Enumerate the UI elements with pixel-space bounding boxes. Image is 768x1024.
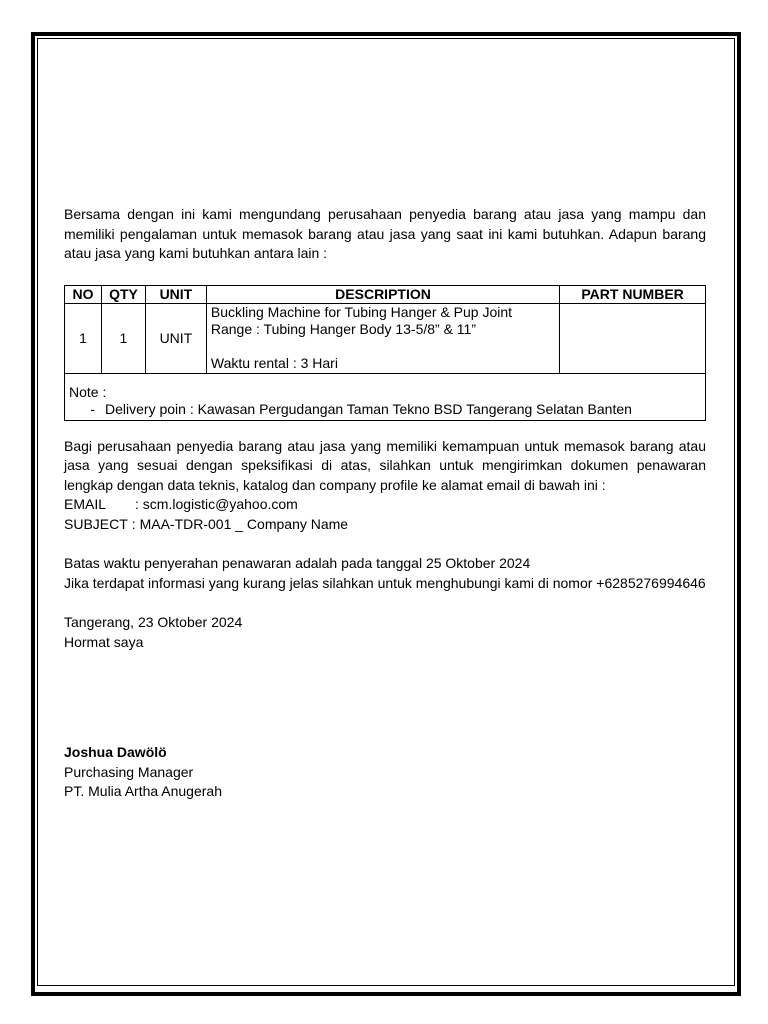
signature-space bbox=[64, 652, 706, 743]
email-value: : scm.logistic@yahoo.com bbox=[135, 496, 298, 512]
header-no: NO bbox=[65, 285, 102, 303]
note-row bbox=[65, 373, 706, 420]
letter-body bbox=[64, 205, 706, 802]
intro-paragraph: Bersama dengan ini kami mengundang perusahaan penyedia barang atau jasa yang mampu dan memiliki pengalaman untuk memasok barang atau jasa yang saat ini kami butuhkan. Adapun barang atau jasa yang kami butuhkan antara lain : bbox=[64, 206, 706, 261]
email-line bbox=[64, 495, 706, 515]
cell-qty: 1 bbox=[101, 303, 145, 373]
contact-paragraph: Jika terdapat informasi yang kurang jelas silahkan untuk menghubungi kami di nomor +6285276994646 bbox=[64, 574, 706, 591]
note-text: Delivery poin : Kawasan Pergudangan Taman Tekno BSD Tangerang Selatan Banten bbox=[105, 400, 632, 417]
signatory-name: Joshua Dawölö bbox=[64, 744, 167, 760]
description-line-2: Range : Tubing Hanger Body 13-5/8” & 11” bbox=[210, 320, 476, 337]
subject-value: : MAA-TDR-001 _ Company Name bbox=[131, 515, 349, 532]
header-qty: QTY bbox=[101, 285, 145, 303]
cell-description bbox=[206, 303, 559, 373]
cell-part-number bbox=[560, 303, 706, 373]
table-header-row bbox=[65, 285, 706, 303]
header-part-number: PART NUMBER bbox=[560, 285, 706, 303]
spacer bbox=[64, 593, 706, 613]
closing-text: Hormat saya bbox=[64, 633, 144, 650]
spacer bbox=[64, 421, 706, 437]
email-label: EMAIL bbox=[64, 496, 107, 512]
note-label: Note : bbox=[69, 383, 107, 400]
signatory-company: PT. Mulia Artha Anugerah bbox=[64, 783, 222, 799]
subject-line bbox=[64, 515, 706, 535]
note-cell bbox=[65, 373, 706, 420]
description-line-1: Buckling Machine for Tubing Hanger & Pup Joint bbox=[210, 303, 513, 320]
items-table bbox=[64, 285, 706, 421]
table-row bbox=[65, 303, 706, 373]
header-unit: UNIT bbox=[145, 285, 206, 303]
deadline-text: Batas waktu penyerahan penawaran adalah pada tanggal 25 Oktober 2024 bbox=[64, 555, 531, 571]
description-spacer bbox=[211, 338, 555, 355]
cell-no: 1 bbox=[65, 303, 102, 373]
note-bullet: - bbox=[90, 400, 95, 417]
place-date: Tangerang, 23 Oktober 2024 bbox=[64, 614, 243, 630]
spacer bbox=[64, 534, 706, 554]
body-paragraph: Bagi perusahaan penyedia barang atau jasa yang memiliki kemampuan untuk memasok barang atau jasa yang sesuai dengan speksifikasi di atas, silahkan untuk mengirimkan dokumen penawaran lengkap dengan data teknis, katalog dan company profile ke alamat email di bawah ini : bbox=[64, 437, 706, 493]
signatory-title: Purchasing Manager bbox=[64, 763, 194, 780]
cell-unit: UNIT bbox=[145, 303, 206, 373]
subject-label: SUBJECT bbox=[64, 515, 128, 532]
note-item bbox=[69, 401, 701, 418]
description-line-3: Waktu rental : 3 Hari bbox=[210, 354, 338, 371]
header-description: DESCRIPTION bbox=[206, 285, 559, 303]
